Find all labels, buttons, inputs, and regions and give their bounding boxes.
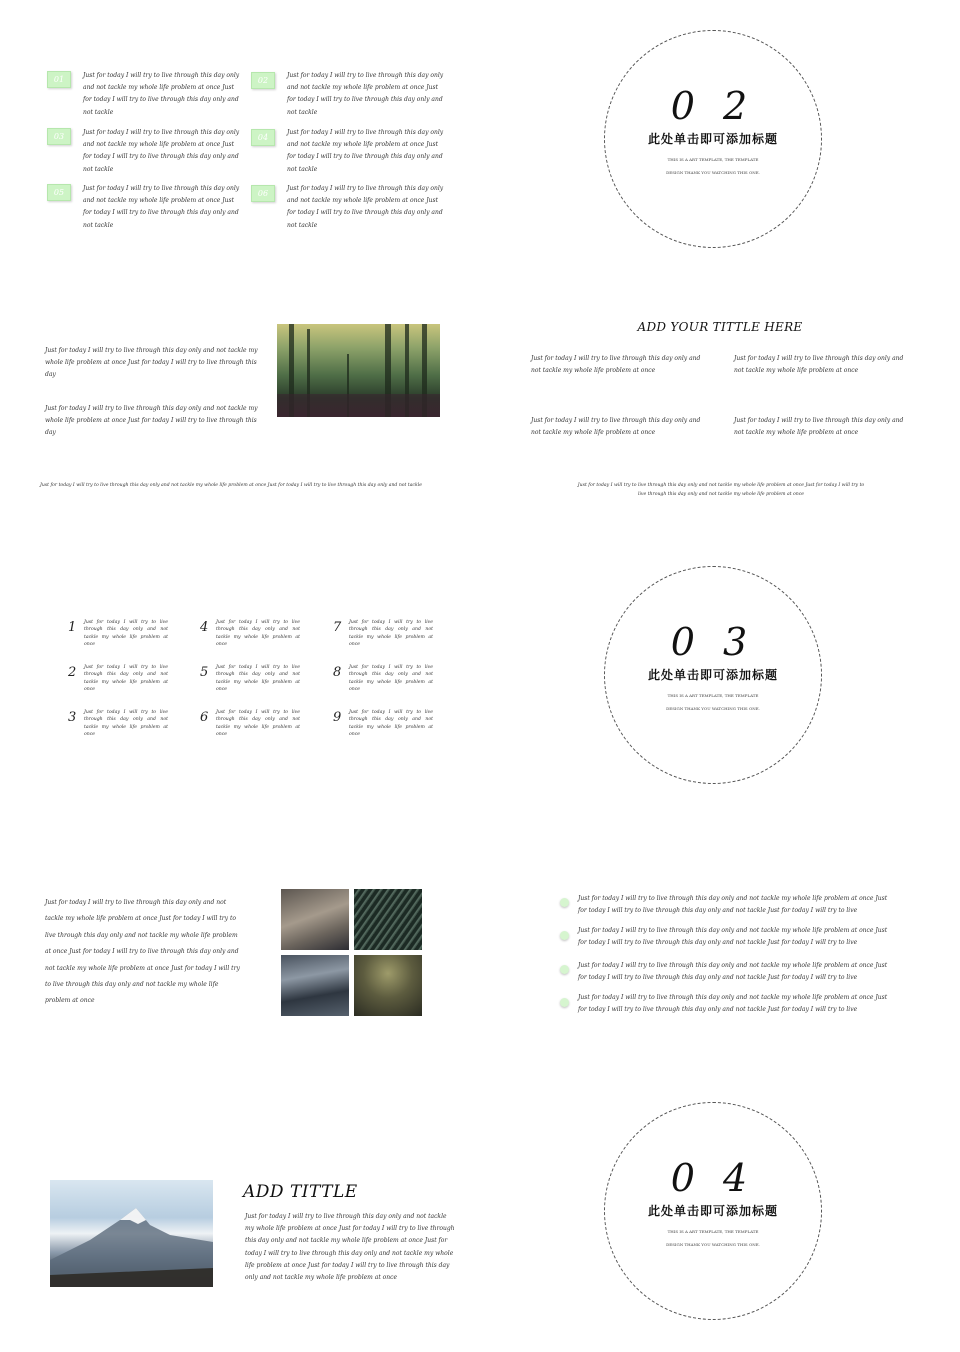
slide-title: ADD TITTLE bbox=[243, 1182, 358, 1202]
item-text: Just for today I will try to live through this day only and not tackle my whole life problem at once bbox=[216, 665, 300, 692]
badge-text: Just for today I will try to live through this day only and not tackle my whole life problem at once Just for today I will try to live through this day only and not tackle bbox=[83, 129, 240, 173]
paragraph: Just for today I will try to live through this day only and not tackle my whole life problem at once Just for today I will try to live through this day bbox=[45, 347, 258, 379]
item-number: 6 bbox=[200, 710, 209, 725]
item-number: 1 bbox=[68, 620, 77, 635]
item-text: Just for today I will try to live through this day only and not tackle my whole life problem at once bbox=[84, 665, 168, 692]
bullet-text: Just for today I will try to live through this day only and not tackle my whole life problem at once Just for today I will try to live through this day only and not tackle Just for today I will try to live bbox=[578, 927, 888, 947]
section-title: 此处单击即可添加标题 bbox=[647, 668, 778, 682]
badge-04: 04 bbox=[251, 129, 275, 146]
item-text: Just for today I will try to live through this day only and not tackle my whole life problem at once bbox=[84, 620, 168, 647]
item-number: 7 bbox=[333, 620, 342, 635]
paragraph: Just for today I will try to live through this day only and not tackle my whole life problem at once Just for today I will try to live through this day only and not tackle my whole life problem at once Just for today I will try to live through this day only and not tackle my whole life problem at once Just for today I will try to live through this day only and not tackle my whole life problem at once bbox=[245, 1213, 455, 1282]
badge-05: 05 bbox=[47, 184, 71, 201]
badge-02: 02 bbox=[251, 72, 275, 89]
fern-photo bbox=[354, 889, 422, 950]
bullet-dot bbox=[560, 965, 569, 974]
section-subtitle-2: DESIGN THANK YOU WATCHING THIS ONE. bbox=[666, 706, 760, 711]
item-number: 2 bbox=[68, 665, 77, 680]
rock-photo bbox=[281, 889, 349, 950]
badge-text: Just for today I will try to live through this day only and not tackle my whole life problem at once Just for today I will try to live through this day only and not tackle bbox=[287, 129, 444, 173]
bullet-text: Just for today I will try to live through this day only and not tackle my whole life problem at once Just for today I will try to live through this day only and not tackle Just for today I will try to live bbox=[578, 895, 888, 915]
badge-01: 01 bbox=[47, 71, 71, 88]
caption-line: Just for today I will try to live through this day only and not tackle my whole life problem at once Just for today I will try to live through this day only and not tackle bbox=[40, 483, 422, 488]
paragraph: Just for today I will try to live through this day only and not tackle my whole life problem at once Just for today I will try to live through this day only and not tackle my whole life problem at once Just for today I will try to live through this day only and not tackle my whole life problem at once Just for today I will try to live through this day only and not tackle my whole life problem at once bbox=[45, 899, 240, 1005]
paragraph: Just for today I will try to live through this day only and not tackle my whole life problem at once bbox=[531, 417, 701, 437]
section-subtitle-1: THIS IS A ART TEMPLATE, THE TEMPLATE bbox=[667, 157, 759, 162]
bullet-text: Just for today I will try to live through this day only and not tackle my whole life problem at once Just for today I will try to live through this day only and not tackle Just for today I will try to live bbox=[578, 962, 888, 982]
item-text: Just for today I will try to live through this day only and not tackle my whole life problem at once bbox=[84, 710, 168, 737]
section-subtitle-1: THIS IS A ART TEMPLATE, THE TEMPLATE bbox=[667, 693, 759, 698]
section-title: 此处单击即可添加标题 bbox=[647, 132, 778, 146]
slide-title: ADD YOUR TITTLE HERE bbox=[637, 320, 803, 334]
misty-hills-photo bbox=[354, 955, 422, 1016]
section-subtitle-2: DESIGN THANK YOU WATCHING THIS ONE. bbox=[666, 1242, 760, 1247]
bullet-dot bbox=[560, 998, 569, 1007]
item-text: Just for today I will try to live through this day only and not tackle my whole life problem at once bbox=[349, 620, 433, 647]
badge-text: Just for today I will try to live through this day only and not tackle my whole life problem at once Just for today I will try to live through this day only and not tackle bbox=[83, 185, 240, 229]
paragraph: Just for today I will try to live through this day only and not tackle my whole life problem at once Just for today I will try to live through this day bbox=[45, 405, 258, 437]
paragraph: Just for today I will try to live through this day only and not tackle my whole life problem at once bbox=[734, 417, 904, 437]
item-number: 9 bbox=[333, 710, 342, 725]
bullet-text: Just for today I will try to live through this day only and not tackle my whole life problem at once Just for today I will try to live through this day only and not tackle Just for today I will try to live bbox=[578, 994, 888, 1014]
mountain-landscape-photo bbox=[50, 1180, 213, 1287]
bullet-dot bbox=[560, 898, 569, 907]
section-circle-04 bbox=[604, 1102, 822, 1320]
paragraph: Just for today I will try to live through this day only and not tackle my whole life problem at once bbox=[531, 355, 701, 375]
badge-text: Just for today I will try to live through this day only and not tackle my whole life problem at once Just for today I will try to live through this day only and not tackle bbox=[287, 185, 444, 229]
mountain-photo bbox=[281, 955, 349, 1016]
item-text: Just for today I will try to live through this day only and not tackle my whole life problem at once bbox=[216, 620, 300, 647]
item-number: 4 bbox=[200, 620, 209, 635]
section-circle-02 bbox=[604, 30, 822, 248]
badge-03: 03 bbox=[47, 128, 71, 145]
forest-photo bbox=[277, 324, 440, 417]
section-number: 0 4 bbox=[670, 1156, 756, 1200]
badge-06: 06 bbox=[251, 185, 275, 202]
section-number: 0 2 bbox=[670, 84, 756, 128]
section-number: 0 3 bbox=[670, 620, 756, 664]
badge-text: Just for today I will try to live through this day only and not tackle my whole life problem at once Just for today I will try to live through this day only and not tackle bbox=[287, 72, 444, 116]
section-subtitle-1: THIS IS A ART TEMPLATE, THE TEMPLATE bbox=[667, 1229, 759, 1234]
item-text: Just for today I will try to live through this day only and not tackle my whole life problem at once bbox=[349, 665, 433, 692]
item-number: 3 bbox=[68, 710, 77, 725]
badge-text: Just for today I will try to live through this day only and not tackle my whole life problem at once Just for today I will try to live through this day only and not tackle bbox=[83, 72, 240, 116]
section-circle-03 bbox=[604, 566, 822, 784]
section-subtitle-2: DESIGN THANK YOU WATCHING THIS ONE. bbox=[666, 170, 760, 175]
item-number: 5 bbox=[200, 665, 209, 680]
bullet-dot bbox=[560, 931, 569, 940]
item-text: Just for today I will try to live through this day only and not tackle my whole life problem at once bbox=[349, 710, 433, 737]
caption: Just for today I will try to live through this day only and not tackle my whole life problem at once Just for today I will try to live through this day only and not tackle my whole life problem at once bbox=[577, 483, 865, 497]
item-number: 8 bbox=[333, 665, 342, 680]
section-title: 此处单击即可添加标题 bbox=[647, 1204, 778, 1218]
item-text: Just for today I will try to live through this day only and not tackle my whole life problem at once bbox=[216, 710, 300, 737]
paragraph: Just for today I will try to live through this day only and not tackle my whole life problem at once bbox=[734, 355, 904, 375]
